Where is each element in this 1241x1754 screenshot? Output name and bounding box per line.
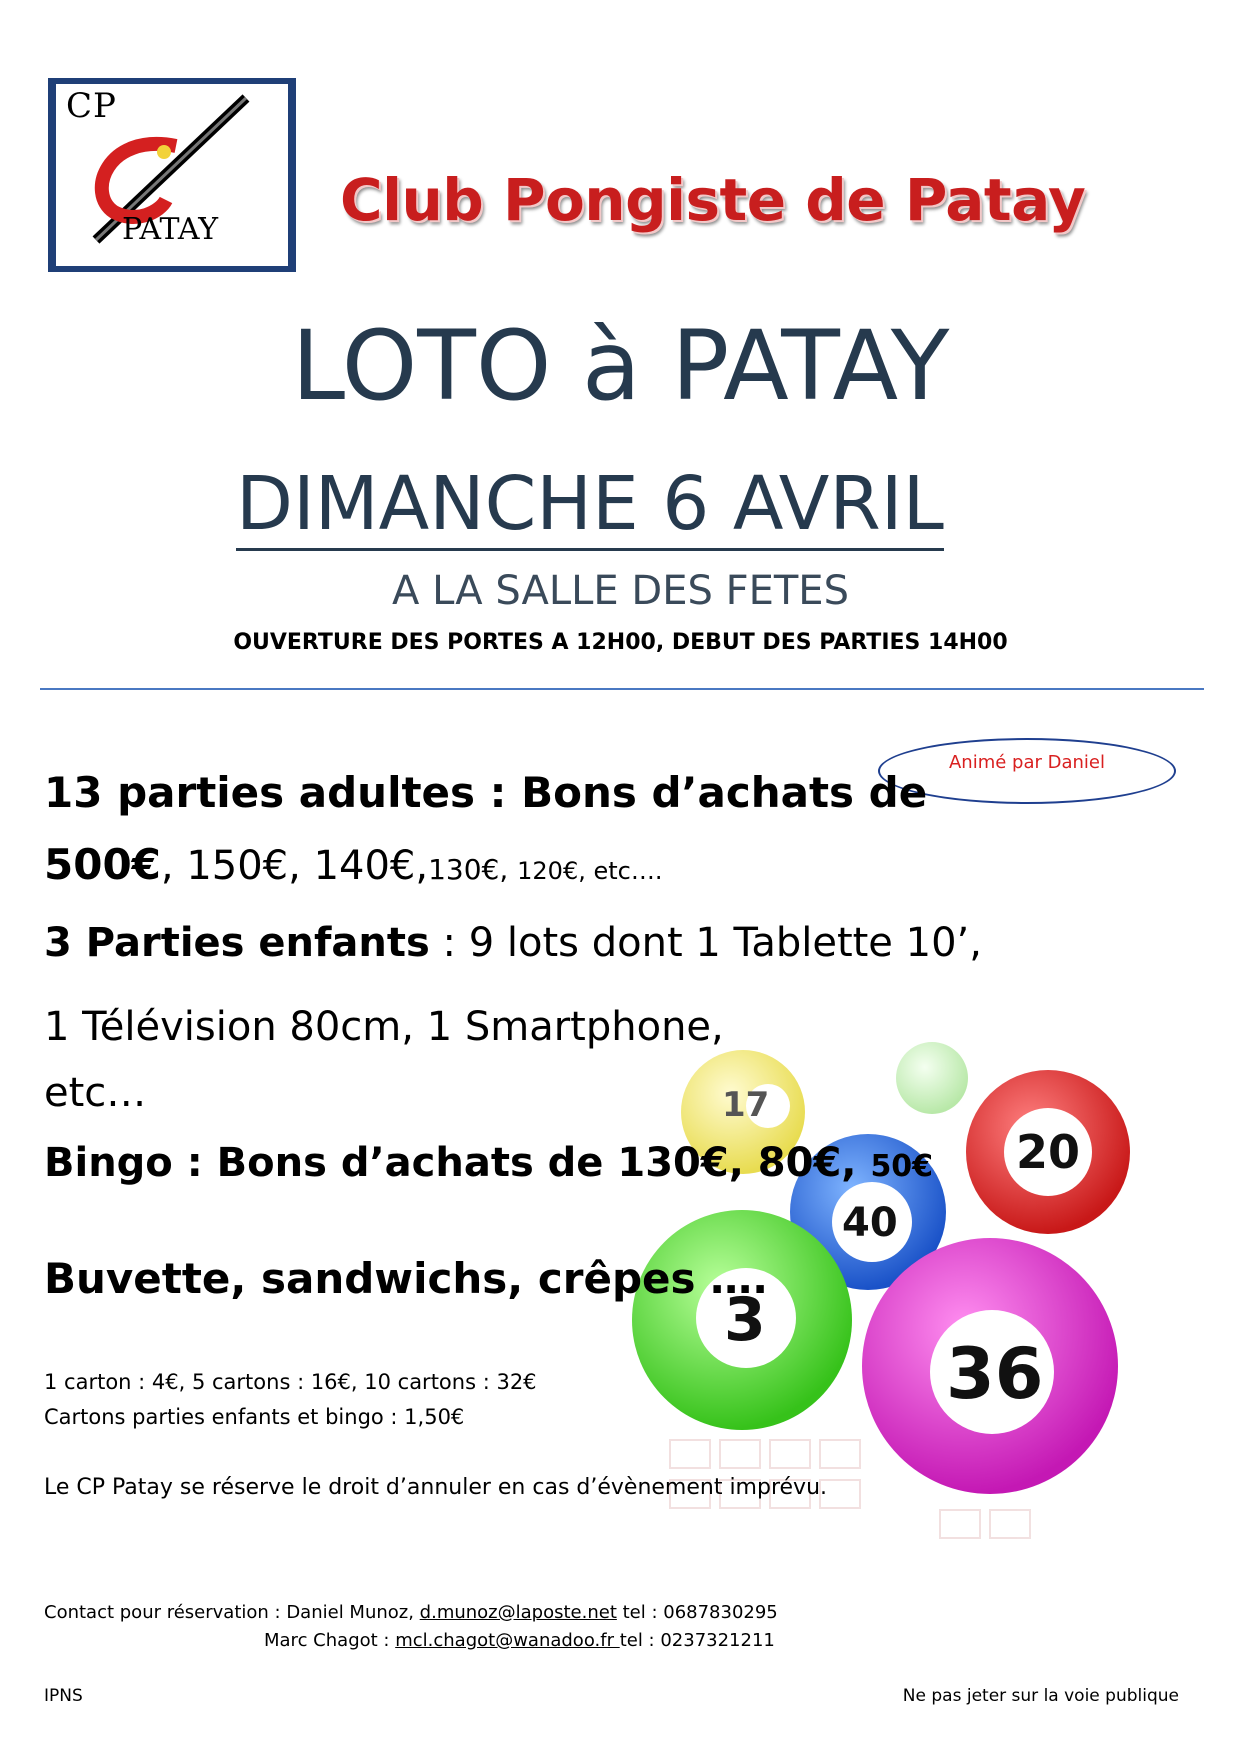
email-link-2[interactable]: mcl.chagot@wanadoo.fr (395, 1630, 620, 1651)
event-date: DIMANCHE 6 AVRIL (236, 460, 944, 551)
contact-label: Contact pour réservation : Daniel Munoz, (44, 1602, 420, 1623)
adults-prize-small: 130€, (428, 853, 518, 886)
bingo-text: Bingo : Bons d’achats de 130€, 80€, (44, 1140, 871, 1186)
disclaimer: Le CP Patay se réserve le droit d’annuler en cas d’évènement imprévu. (44, 1475, 828, 1500)
ball-number-36: 36 (946, 1333, 1044, 1415)
contact-line-1 (44, 1602, 778, 1623)
bingo-last-prize: 50€ (870, 1149, 934, 1184)
contact-name-2: Marc Chagot : (264, 1630, 396, 1651)
contact-phone-1: tel : 0687830295 (616, 1602, 778, 1623)
ipns-note: IPNS (44, 1686, 83, 1706)
adults-prize-top: 500€ (44, 840, 161, 889)
adults-prize-mid: , 150€, 140€, (160, 843, 429, 889)
opening-hours: OUVERTURE DES PORTES A 12H00, DEBUT DES PARTIES 14H00 (233, 630, 1008, 655)
club-logo (48, 78, 296, 272)
ball-number-40: 40 (842, 1200, 898, 1246)
event-title: LOTO à PATAY (291, 310, 950, 422)
logo-cp-text: CP (66, 86, 117, 126)
children-line-3: etc… (44, 1070, 147, 1116)
price-line-2: Cartons parties enfants et bingo : 1,50€ (44, 1405, 465, 1429)
disposal-note: Ne pas jeter sur la voie publique (902, 1686, 1179, 1706)
children-label: 3 Parties enfants (44, 920, 430, 966)
adults-line: 13 parties adultes : Bons d’achats de (44, 768, 928, 817)
ball-number-20: 20 (1016, 1125, 1081, 1179)
contact-line-2 (264, 1630, 775, 1651)
club-title: Club Pongiste de Patay (340, 166, 1086, 234)
adults-prizes (44, 840, 662, 889)
contact-phone-2: tel : 0237321211 (619, 1630, 775, 1651)
adults-prize-rest: 120€, etc…. (517, 857, 663, 885)
price-line-1: 1 carton : 4€, 5 cartons : 16€, 10 cartons : 32€ (44, 1370, 537, 1394)
children-line (44, 920, 982, 966)
children-line-2: 1 Télévision 80cm, 1 Smartphone, (44, 1004, 724, 1050)
divider (40, 688, 1204, 690)
bingo-line (44, 1140, 933, 1186)
animator-bubble: Animé par Daniel (878, 738, 1176, 804)
ball-number-3: 3 (724, 1285, 766, 1355)
venue: A LA SALLE DES FETES (392, 568, 849, 614)
logo-patay-text: PATAY (122, 212, 219, 247)
children-prizes: : 9 lots dont 1 Tablette 10’, (429, 920, 982, 966)
ball-number-17: 17 (722, 1085, 770, 1125)
email-link-1[interactable]: d.munoz@laposte.net (419, 1602, 617, 1623)
buvette-line: Buvette, sandwichs, crêpes …. (44, 1254, 769, 1303)
